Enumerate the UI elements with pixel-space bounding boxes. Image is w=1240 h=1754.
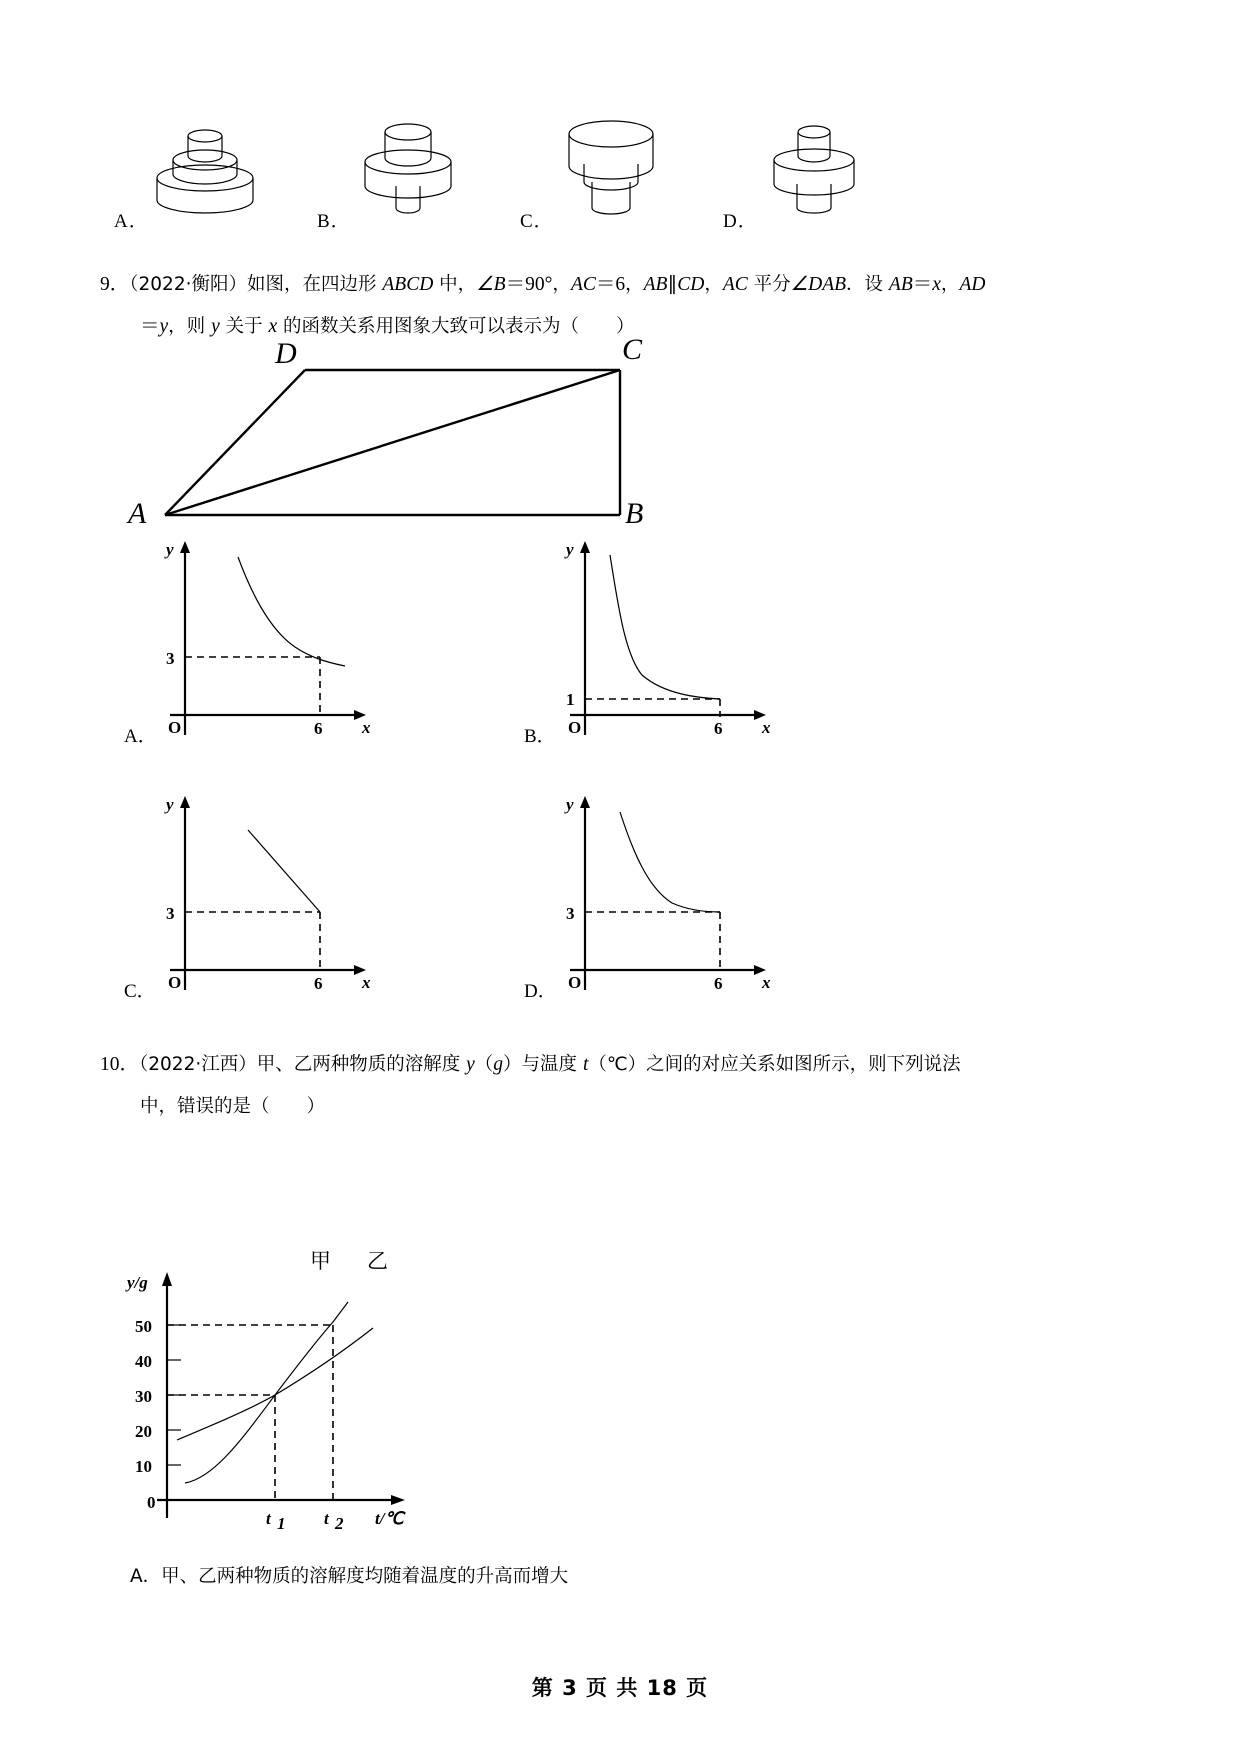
stacked-cylinders-solid-b-icon bbox=[313, 110, 503, 215]
chart-xtick-t1: t bbox=[266, 1509, 271, 1528]
q9-m15: x bbox=[932, 274, 941, 295]
question-8-option-row bbox=[110, 110, 910, 232]
graph-a-x-tick: 6 bbox=[314, 719, 323, 738]
graph-d-origin-label: O bbox=[568, 973, 582, 992]
graph-option-c[interactable] bbox=[124, 790, 380, 1005]
q9-t5: ， bbox=[704, 274, 723, 295]
q9l2-m2: y bbox=[159, 316, 169, 337]
option-d-label: D． bbox=[723, 211, 758, 232]
chart-ytick-20: 20 bbox=[135, 1422, 152, 1441]
graph-b-x-axis-label: x bbox=[762, 718, 771, 737]
q9-m9: ∥ bbox=[667, 274, 678, 295]
q9-t2: 中， bbox=[433, 274, 477, 295]
chart-ytick-50: 50 bbox=[135, 1317, 152, 1336]
q9-m7: 6 bbox=[615, 274, 626, 295]
question-9-line-1 bbox=[100, 268, 985, 302]
graph-c-origin-label: O bbox=[168, 973, 182, 992]
q9-m2: ∠B bbox=[476, 274, 506, 295]
q9-t4: ， bbox=[625, 274, 644, 295]
question-10-option-a[interactable]: A．甲、乙两种物质的溶解度均随着温度的升高而增大 bbox=[130, 1566, 569, 1587]
q10-m3: t bbox=[582, 1054, 589, 1075]
q10-source: （2022·江西） bbox=[139, 1054, 257, 1075]
q9l2-t2: 关于 bbox=[219, 316, 269, 337]
chart-xtick-t2-sub: 2 bbox=[335, 1514, 344, 1533]
q10-t4: （℃）之间的对应关系如图所示，则下列说法 bbox=[588, 1054, 961, 1075]
chart-xtick-t1-sub: 1 bbox=[277, 1514, 286, 1533]
graph-c-x-tick: 6 bbox=[314, 974, 323, 993]
q9-m4: 90° bbox=[525, 274, 553, 295]
chart-legend-jia: 甲 bbox=[310, 1249, 331, 1273]
q10-m2: g bbox=[493, 1054, 504, 1075]
q9-m16: AD bbox=[959, 274, 986, 295]
chart-ytick-0: 0 bbox=[147, 1493, 156, 1512]
option-c-label: C． bbox=[520, 211, 554, 232]
q9l2-t1: ，则 bbox=[168, 316, 212, 337]
vertex-label-c: C bbox=[622, 333, 643, 366]
q9l2-m1: ＝ bbox=[140, 316, 160, 337]
q9-m10: CD bbox=[677, 274, 705, 295]
graph-d-x-axis-label: x bbox=[762, 973, 771, 992]
q9l2-m3: y bbox=[211, 316, 220, 337]
chart-y-axis-label: y/g bbox=[127, 1273, 148, 1292]
option-d-cell[interactable] bbox=[719, 110, 909, 232]
graph-a-y-tick: 3 bbox=[166, 649, 175, 668]
q9-m6: ＝ bbox=[595, 274, 616, 295]
option-b-label: B． bbox=[317, 211, 351, 232]
option-c-cell[interactable] bbox=[516, 110, 706, 232]
quadrilateral-abcd-figure bbox=[120, 333, 700, 545]
stacked-cylinders-solid-c-icon bbox=[516, 110, 706, 215]
q9-t8: ， bbox=[940, 274, 960, 295]
chart-ytick-30: 30 bbox=[135, 1387, 152, 1406]
page-footer: 第 3 页 共 18 页 bbox=[531, 1676, 709, 1700]
graph-option-d-label: D． bbox=[524, 981, 557, 1002]
graph-b-origin-label: O bbox=[568, 718, 582, 737]
chart-ytick-10: 10 bbox=[135, 1457, 152, 1476]
graph-d-x-tick: 6 bbox=[714, 974, 723, 993]
chart-xtick-t2: t bbox=[324, 1509, 329, 1528]
stacked-cylinders-solid-a-icon bbox=[110, 110, 300, 215]
question-9-line-2 bbox=[140, 310, 635, 344]
q9-t7: ．设 bbox=[846, 274, 889, 295]
graph-option-d[interactable] bbox=[524, 790, 780, 1005]
q9-t6: 平分 bbox=[747, 274, 791, 295]
q10-m1: y bbox=[466, 1054, 475, 1075]
graph-c-x-axis-label: x bbox=[362, 973, 371, 992]
q9-m12: ∠DAB bbox=[790, 274, 847, 295]
graph-option-b[interactable] bbox=[524, 535, 780, 750]
q9-m5: AC bbox=[570, 274, 596, 295]
vertex-label-a: A bbox=[128, 497, 147, 530]
graph-b-y-axis-label: y bbox=[566, 540, 574, 559]
q9-m11: AC bbox=[722, 274, 748, 295]
q10-number: 10． bbox=[100, 1054, 140, 1075]
graph-c-y-tick: 3 bbox=[166, 904, 175, 923]
graph-b-y-tick: 1 bbox=[566, 690, 575, 709]
graph-option-a-label: A． bbox=[124, 726, 157, 747]
q9-m8: AB bbox=[643, 274, 668, 295]
q9-number: 9． bbox=[100, 274, 130, 295]
option-a-cell[interactable] bbox=[110, 110, 300, 232]
graph-d-y-axis-label: y bbox=[566, 795, 574, 814]
q9-m13: AB bbox=[888, 274, 913, 295]
graph-option-b-label: B． bbox=[524, 726, 556, 747]
graph-d-y-tick: 3 bbox=[566, 904, 575, 923]
q9l2-m4: x bbox=[268, 316, 278, 337]
chart-x-axis-label: t/℃ bbox=[375, 1509, 404, 1528]
graph-option-c-label: C． bbox=[124, 981, 156, 1002]
q10-t1: 甲、乙两种物质的溶解度 bbox=[256, 1054, 467, 1075]
stacked-cylinders-solid-d-icon bbox=[719, 110, 909, 215]
chart-ytick-40: 40 bbox=[135, 1352, 152, 1371]
graph-a-y-axis-label: y bbox=[166, 540, 174, 559]
chart-legend-yi: 乙 bbox=[367, 1249, 388, 1273]
q10-t3: ）与温度 bbox=[503, 1054, 583, 1075]
vertex-label-d: D bbox=[275, 337, 297, 370]
graph-b-x-tick: 6 bbox=[714, 719, 723, 738]
q9-m14: ＝ bbox=[912, 274, 933, 295]
q9l2-t3: 的函数关系用图象大致可以表示为（ ） bbox=[277, 316, 635, 337]
q9-source: （2022·衡阳） bbox=[129, 274, 247, 295]
graph-c-y-axis-label: y bbox=[166, 795, 174, 814]
graph-a-origin-label: O bbox=[168, 718, 182, 737]
question-10-line-2: 中，错误的是（ ） bbox=[140, 1096, 326, 1117]
option-b-cell[interactable] bbox=[313, 110, 503, 232]
q10-t2: （ bbox=[474, 1054, 494, 1075]
question-10-line-1 bbox=[100, 1048, 961, 1082]
solubility-chart bbox=[105, 1240, 465, 1533]
q9-m1: ABCD bbox=[382, 274, 434, 295]
q9-t3: ， bbox=[552, 274, 571, 295]
q9-m3: ＝ bbox=[505, 274, 526, 295]
q9-t1: 如图，在四边形 bbox=[246, 274, 383, 295]
vertex-label-b: B bbox=[625, 497, 644, 530]
graph-option-a[interactable] bbox=[124, 535, 380, 750]
option-a-label: A． bbox=[114, 211, 149, 232]
graph-a-x-axis-label: x bbox=[362, 718, 371, 737]
